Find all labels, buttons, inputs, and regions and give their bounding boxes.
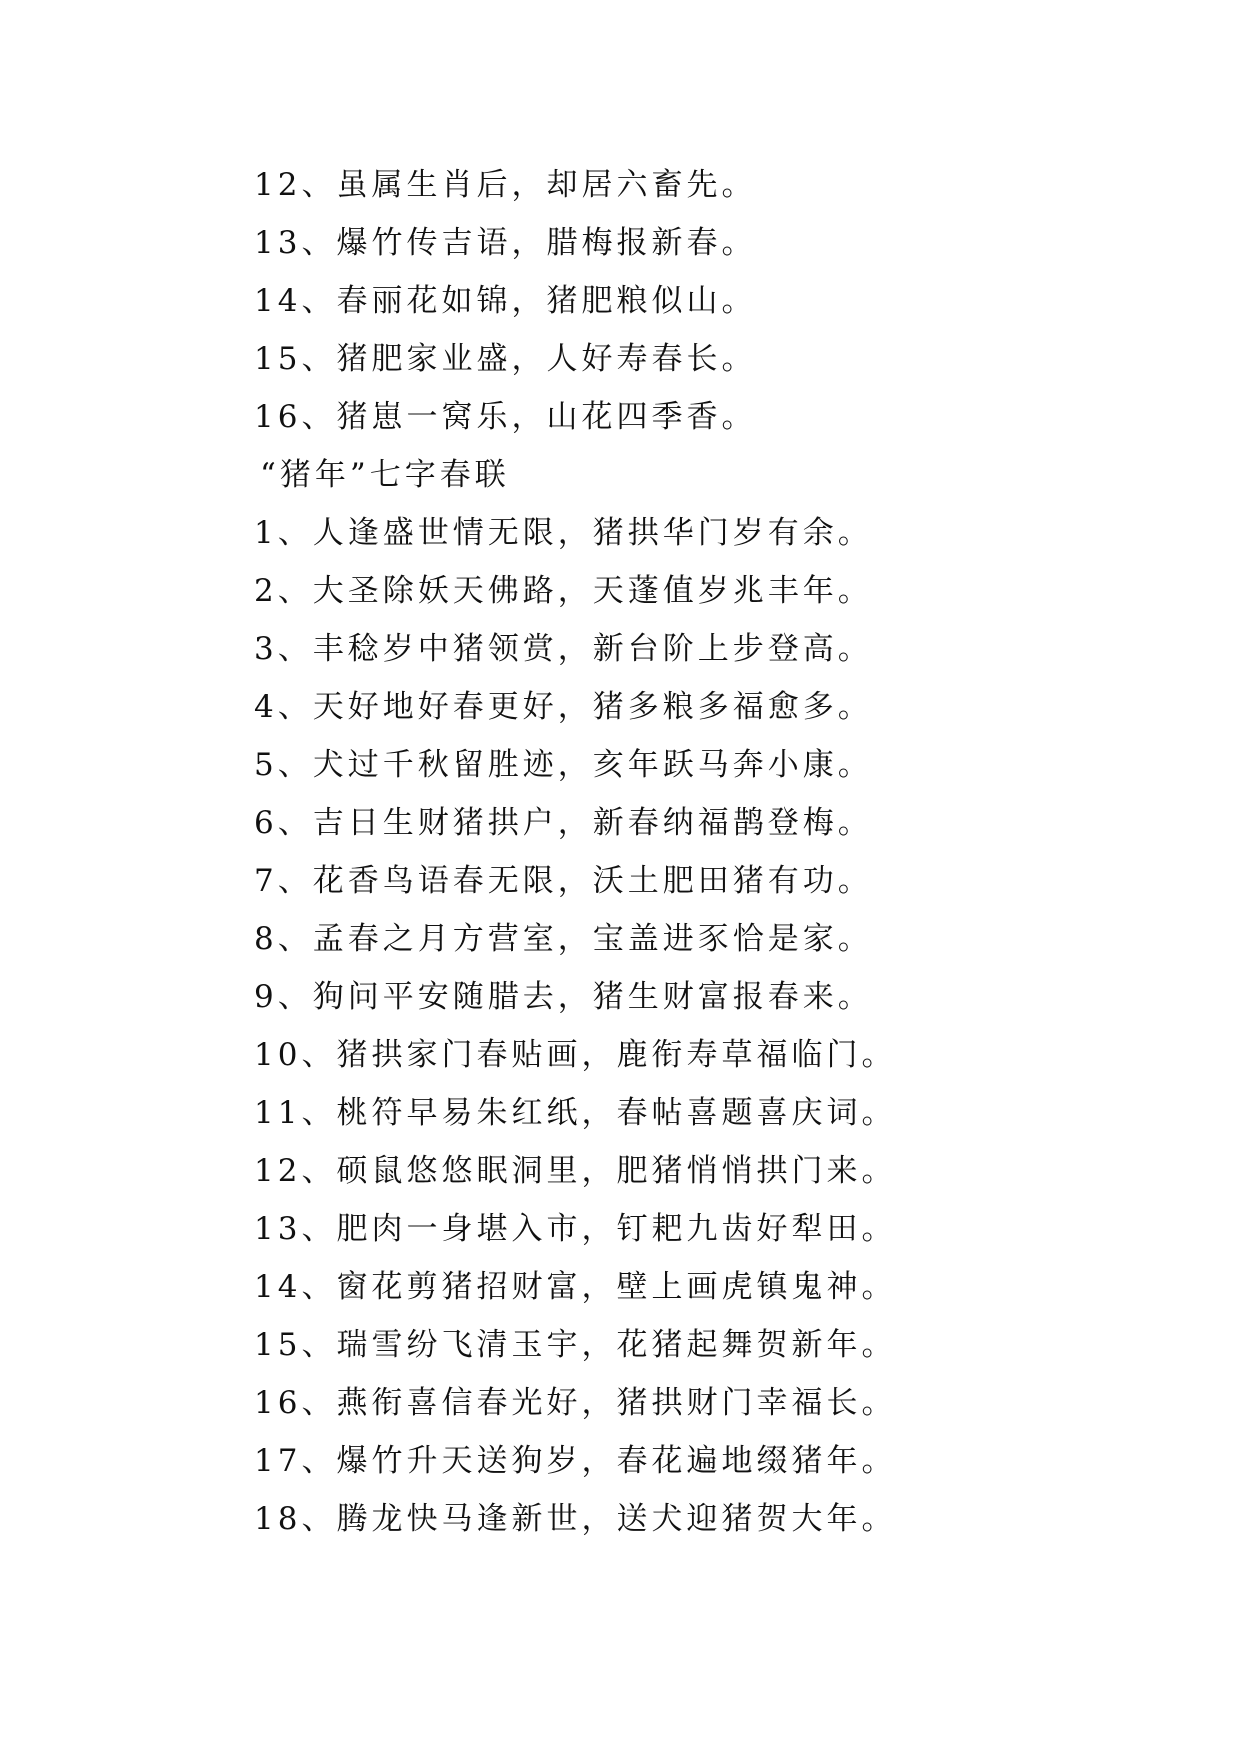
couplet-line: 2、大圣除妖天佛路，天蓬值岁兆丰年。 [254,573,873,609]
couplet-line: 12、硕鼠悠悠眠洞里，肥猪悄悄拱门来。 [254,1153,897,1189]
section-heading: “猪年”七字春联 [260,457,510,493]
couplet-line: 12、虽属生肖后，却居六畜先。 [254,167,757,203]
couplet-line: 15、瑞雪纷飞清玉宇，花猪起舞贺新年。 [254,1327,897,1363]
couplet-line: 8、孟春之月方营室，宝盖进豕恰是家。 [254,921,873,957]
couplet-line: 18、腾龙快马逢新世，送犬迎猪贺大年。 [254,1501,897,1537]
couplet-line: 3、丰稔岁中猪领赏，新台阶上步登高。 [254,631,873,667]
couplet-line: 7、花香鸟语春无限，沃土肥田猪有功。 [254,863,873,899]
couplet-line: 16、燕衔喜信春光好，猪拱财门幸福长。 [254,1385,897,1421]
couplet-line: 10、猪拱家门春贴画，鹿衔寿草福临门。 [254,1037,897,1073]
couplet-line: 15、猪肥家业盛，人好寿春长。 [254,341,757,377]
couplet-line: 6、吉日生财猪拱户，新春纳福鹊登梅。 [254,805,873,841]
couplet-line: 11、桃符早易朱红纸，春帖喜题喜庆词。 [254,1095,897,1131]
couplet-line: 1、人逢盛世情无限，猪拱华门岁有余。 [254,515,873,551]
couplet-line: 13、肥肉一身堪入市，钉耙九齿好犁田。 [254,1211,897,1247]
couplet-line: 4、天好地好春更好，猪多粮多福愈多。 [254,689,873,725]
couplet-line: 14、窗花剪猪招财富，壁上画虎镇鬼神。 [254,1269,897,1305]
couplet-line: 9、狗问平安随腊去，猪生财富报春来。 [254,979,873,1015]
document-body [254,156,1154,1548]
couplet-line: 16、猪崽一窝乐，山花四季香。 [254,399,757,435]
couplet-line: 14、春丽花如锦，猪肥粮似山。 [254,283,757,319]
couplet-line: 13、爆竹传吉语，腊梅报新春。 [254,225,757,261]
couplet-line: 17、爆竹升天送狗岁，春花遍地缀猪年。 [254,1443,897,1479]
couplet-line: 5、犬过千秋留胜迹，亥年跃马奔小康。 [254,747,873,783]
